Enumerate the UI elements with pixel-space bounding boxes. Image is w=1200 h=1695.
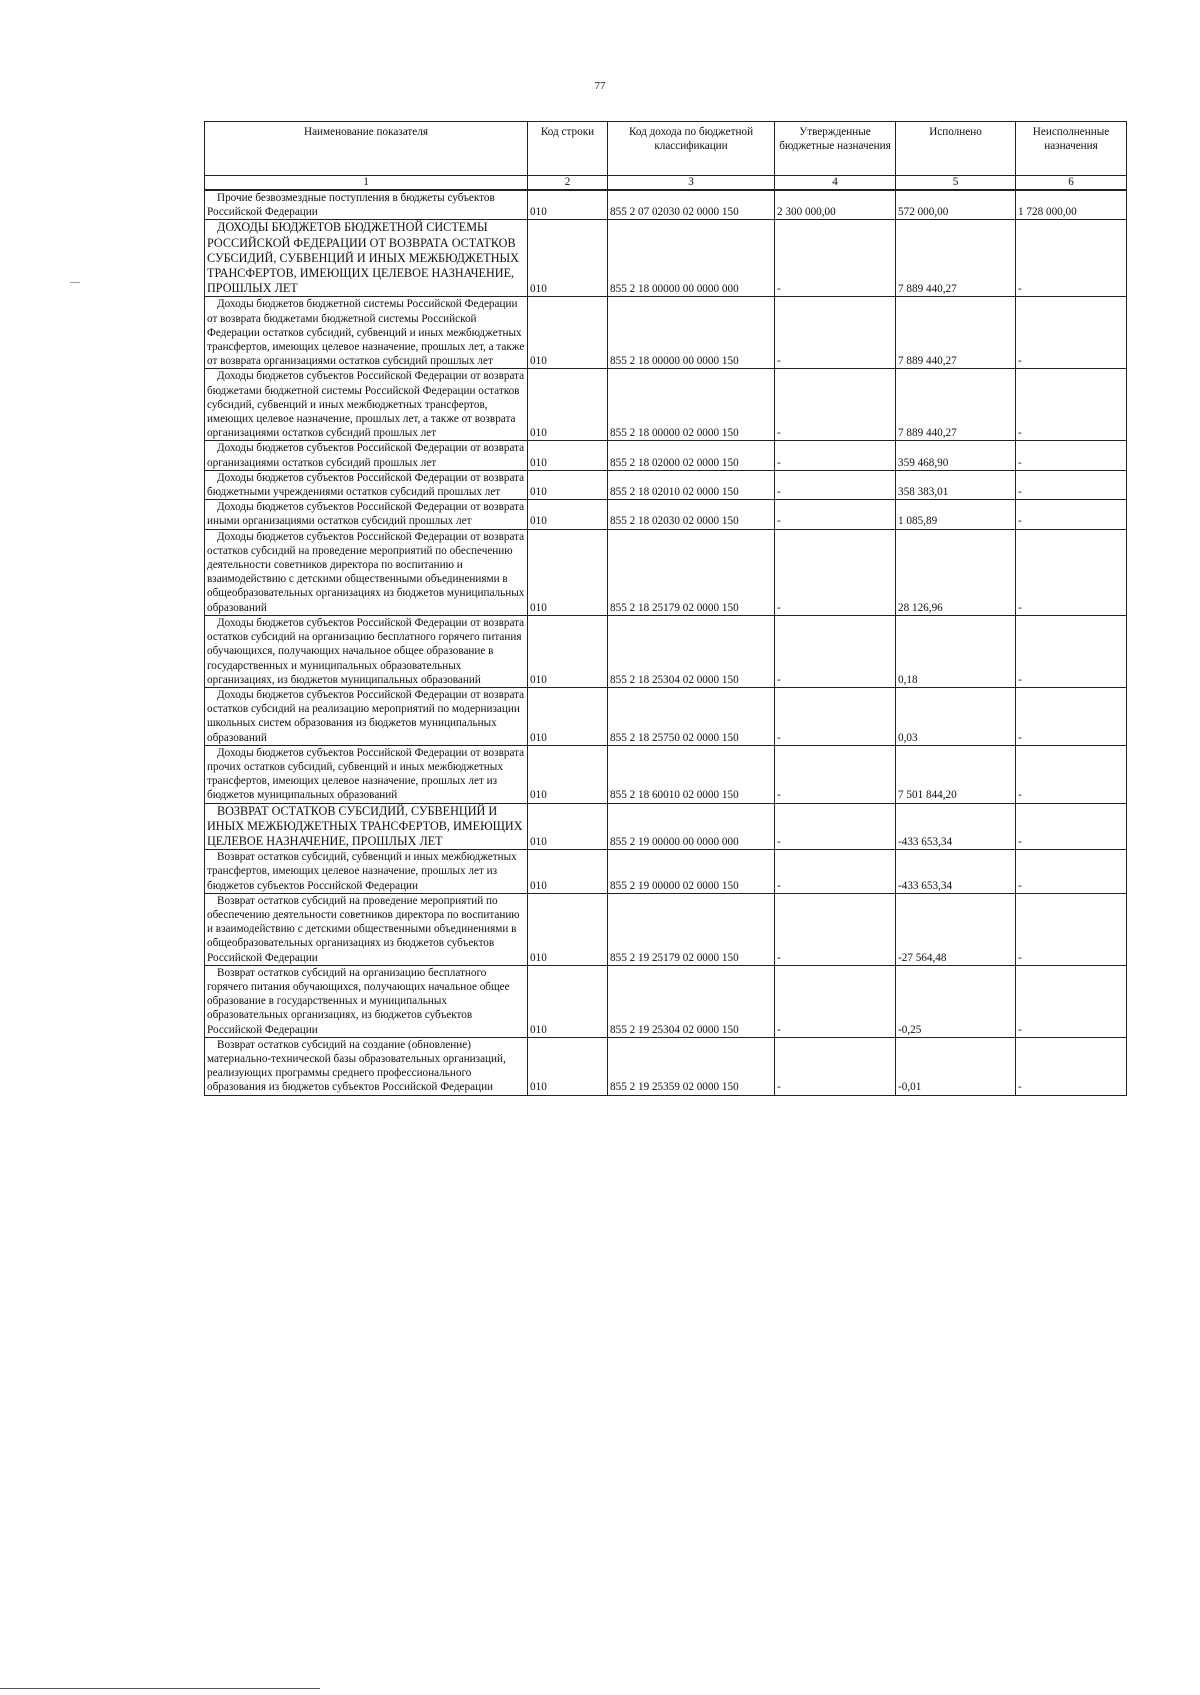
- row-approved-cell: -: [775, 369, 896, 441]
- row-income-code-cell: 855 2 19 00000 02 0000 150: [608, 850, 775, 894]
- table-row: [205, 529, 1127, 615]
- header-row: [205, 122, 1127, 176]
- table-body: [205, 190, 1127, 1095]
- row-name-cell: [205, 441, 528, 470]
- row-approved-cell: -: [775, 850, 896, 894]
- header-approved: Утвержденные бюджетные назначения: [775, 122, 896, 176]
- row-line-code-cell: 010: [528, 965, 608, 1037]
- row-approved-cell: -: [775, 965, 896, 1037]
- row-name-text: Доходы бюджетов субъектов Российской Федерации от возврата остатков субсидий на реализацию мероприятий по модернизации школьных систем образования из бюджетов муниципальных образований: [207, 688, 525, 744]
- column-number: 6: [1016, 176, 1127, 191]
- row-income-code-cell: 855 2 19 00000 00 0000 000: [608, 803, 775, 850]
- row-executed-cell: 7 889 440,27: [896, 297, 1016, 369]
- row-unexecuted-cell: -: [1016, 220, 1127, 297]
- row-unexecuted-cell: -: [1016, 687, 1127, 745]
- row-name-cell: [205, 803, 528, 850]
- row-name-cell: [205, 190, 528, 220]
- row-income-code-cell: 855 2 18 00000 00 0000 150: [608, 297, 775, 369]
- table-row: [205, 500, 1127, 529]
- row-approved-cell: -: [775, 615, 896, 687]
- row-line-code-cell: 010: [528, 470, 608, 499]
- table-row: [205, 745, 1127, 803]
- row-name-text: Доходы бюджетов субъектов Российской Федерации от возврата бюджетами бюджетной системы Российской Федерации остатков субсидий, субвенций и иных межбюджетных трансфертов, имеющих целевое назначение, прошлых лет, а также от возврата организациями остатков субсидий прошлых лет: [207, 370, 525, 440]
- row-name-cell: [205, 470, 528, 499]
- row-income-code-cell: 855 2 18 02010 02 0000 150: [608, 470, 775, 499]
- row-executed-cell: 7 889 440,27: [896, 369, 1016, 441]
- row-unexecuted-cell: -: [1016, 500, 1127, 529]
- row-income-code-cell: 855 2 19 25359 02 0000 150: [608, 1037, 775, 1095]
- row-approved-cell: -: [775, 1037, 896, 1095]
- row-line-code-cell: 010: [528, 529, 608, 615]
- row-approved-cell: -: [775, 220, 896, 297]
- row-income-code-cell: 855 2 18 02000 02 0000 150: [608, 441, 775, 470]
- row-name-cell: [205, 297, 528, 369]
- row-unexecuted-cell: -: [1016, 529, 1127, 615]
- row-name-cell: [205, 965, 528, 1037]
- row-name-cell: [205, 687, 528, 745]
- row-unexecuted-cell: -: [1016, 850, 1127, 894]
- row-line-code-cell: 010: [528, 220, 608, 297]
- budget-report-table: [204, 121, 1127, 1096]
- row-name-cell: [205, 220, 528, 297]
- row-name-text: Возврат остатков субсидий на создание (обновление) материально-технической базы образовательных организаций, реализующих программы среднего профессионального образования из бюджетов субъектов Российской Федерации: [207, 1038, 506, 1094]
- row-income-code-cell: 855 2 18 00000 02 0000 150: [608, 369, 775, 441]
- table-row: [205, 297, 1127, 369]
- row-name-text: Возврат остатков субсидий на организацию бесплатного горячего питания обучающихся, получающих начальное общее образование в государственных и муниципальных образовательных организациях, из бюджетов субъектов Российской Федерации: [207, 966, 510, 1036]
- row-executed-cell: 572 000,00: [896, 190, 1016, 220]
- row-line-code-cell: 010: [528, 369, 608, 441]
- row-unexecuted-cell: -: [1016, 470, 1127, 499]
- row-name-text: Доходы бюджетов субъектов Российской Федерации от возврата прочих остатков субсидий, субвенций и иных межбюджетных трансфертов, имеющих целевое назначение, прошлых лет из бюджетов муниципальных образований: [207, 746, 525, 802]
- row-approved-cell: -: [775, 441, 896, 470]
- row-line-code-cell: 010: [528, 803, 608, 850]
- table-row: [205, 369, 1127, 441]
- row-name-cell: [205, 850, 528, 894]
- header-line-code: Код строки: [528, 122, 608, 176]
- row-executed-cell: 358 383,01: [896, 470, 1016, 499]
- row-executed-cell: 0,18: [896, 615, 1016, 687]
- row-name-cell: [205, 615, 528, 687]
- row-approved-cell: -: [775, 803, 896, 850]
- column-number: 3: [608, 176, 775, 191]
- row-name-text: Доходы бюджетов субъектов Российской Федерации от возврата иными организациями остатков субсидий прошлых лет: [207, 501, 525, 528]
- row-approved-cell: -: [775, 470, 896, 499]
- row-name-text: Прочие безвозмездные поступления в бюджеты субъектов Российской Федерации: [207, 192, 495, 219]
- row-income-code-cell: 855 2 18 25304 02 0000 150: [608, 615, 775, 687]
- header-unexecuted: Неисполненные назначения: [1016, 122, 1127, 176]
- table-row: [205, 687, 1127, 745]
- row-approved-cell: -: [775, 529, 896, 615]
- row-unexecuted-cell: -: [1016, 1037, 1127, 1095]
- scan-mark: [70, 282, 80, 283]
- row-name-text: Доходы бюджетов бюджетной системы Российской Федерации от возврата бюджетами бюджетной системы Российской Федерации остатков субсидий, субвенций и иных межбюджетных трансфертов, имеющих целевое назначение, прошлых лет, а также от возврата организациями остатков субсидий прошлых лет: [207, 298, 525, 368]
- column-number: 5: [896, 176, 1016, 191]
- header-indicator-name: Наименование показателя: [205, 122, 528, 176]
- table-row: [205, 441, 1127, 470]
- footnote-rule: [0, 1688, 320, 1689]
- header-income-code: Код дохода по бюджетной классификации: [608, 122, 775, 176]
- row-name-text: Возврат остатков субсидий, субвенций и иных межбюджетных трансфертов, имеющих целевое назначение, прошлых лет из бюджетов субъектов Российской Федерации: [207, 851, 517, 892]
- column-number: 4: [775, 176, 896, 191]
- table-row: [205, 850, 1127, 894]
- row-line-code-cell: 010: [528, 500, 608, 529]
- row-unexecuted-cell: -: [1016, 369, 1127, 441]
- row-unexecuted-cell: -: [1016, 745, 1127, 803]
- row-line-code-cell: 010: [528, 745, 608, 803]
- row-unexecuted-cell: -: [1016, 803, 1127, 850]
- row-unexecuted-cell: -: [1016, 965, 1127, 1037]
- table-row: [205, 220, 1127, 297]
- row-approved-cell: -: [775, 745, 896, 803]
- row-income-code-cell: 855 2 19 25179 02 0000 150: [608, 893, 775, 965]
- row-line-code-cell: 010: [528, 893, 608, 965]
- row-name-cell: [205, 369, 528, 441]
- row-executed-cell: -27 564,48: [896, 893, 1016, 965]
- table-row: [205, 470, 1127, 499]
- row-line-code-cell: 010: [528, 441, 608, 470]
- row-unexecuted-cell: -: [1016, 893, 1127, 965]
- row-income-code-cell: 855 2 07 02030 02 0000 150: [608, 190, 775, 220]
- row-unexecuted-cell: 1 728 000,00: [1016, 190, 1127, 220]
- row-name-text: Доходы бюджетов субъектов Российской Федерации от возврата остатков субсидий на организацию бесплатного горячего питания обучающихся, получающих начальное общее образование в государственных и муниципальных образовательных организациях, из бюджетов муниципальных образований: [207, 616, 525, 686]
- row-name-cell: [205, 500, 528, 529]
- row-approved-cell: -: [775, 893, 896, 965]
- column-numbers-row: [205, 176, 1127, 191]
- table-row: [205, 190, 1127, 220]
- row-income-code-cell: 855 2 18 60010 02 0000 150: [608, 745, 775, 803]
- row-line-code-cell: 010: [528, 615, 608, 687]
- row-line-code-cell: 010: [528, 190, 608, 220]
- row-line-code-cell: 010: [528, 297, 608, 369]
- row-executed-cell: -0,25: [896, 965, 1016, 1037]
- table-row: [205, 615, 1127, 687]
- table-row: [205, 803, 1127, 850]
- row-name-text: ВОЗВРАТ ОСТАТКОВ СУБСИДИЙ, СУБВЕНЦИЙ И ИНЫХ МЕЖБЮДЖЕТНЫХ ТРАНСФЕРТОВ, ИМЕЮЩИХ ЦЕЛЕВОЕ НАЗНАЧЕНИЕ, ПРОШЛЫХ ЛЕТ: [207, 803, 523, 848]
- row-executed-cell: -0,01: [896, 1037, 1016, 1095]
- row-name-cell: [205, 1037, 528, 1095]
- table-row: [205, 1037, 1127, 1095]
- row-approved-cell: -: [775, 687, 896, 745]
- row-income-code-cell: 855 2 18 00000 00 0000 000: [608, 220, 775, 297]
- page-number: 77: [594, 80, 606, 92]
- row-name-text: Доходы бюджетов субъектов Российской Федерации от возврата бюджетными учреждениями остатков субсидий прошлых лет: [207, 471, 525, 499]
- row-name-cell: [205, 745, 528, 803]
- table-row: [205, 893, 1127, 965]
- row-line-code-cell: 010: [528, 687, 608, 745]
- row-name-text: Доходы бюджетов субъектов Российской Федерации от возврата организациями остатков субсидий прошлых лет: [207, 442, 525, 469]
- row-name-cell: [205, 893, 528, 965]
- row-approved-cell: -: [775, 297, 896, 369]
- row-executed-cell: 28 126,96: [896, 529, 1016, 615]
- row-unexecuted-cell: -: [1016, 441, 1127, 470]
- row-executed-cell: -433 653,34: [896, 850, 1016, 894]
- row-name-text: Доходы бюджетов субъектов Российской Федерации от возврата остатков субсидий на проведение мероприятий по обеспечению деятельности советников директора по воспитанию и взаимодействию с детскими общественными объединениями в общеобразовательных организациях из бюджетов муниципальных образований: [207, 530, 525, 614]
- row-name-text: ДОХОДЫ БЮДЖЕТОВ БЮДЖЕТНОЙ СИСТЕМЫ РОССИЙСКОЙ ФЕДЕРАЦИИ ОТ ВОЗВРАТА ОСТАТКОВ СУБСИДИЙ, СУБВЕНЦИЙ И ИНЫХ МЕЖБЮДЖЕТНЫХ ТРАНСФЕРТОВ, ИМЕЮЩИХ ЦЕЛЕВОЕ НАЗНАЧЕНИЕ, ПРОШЛЫХ ЛЕТ: [207, 220, 519, 296]
- row-unexecuted-cell: -: [1016, 297, 1127, 369]
- row-line-code-cell: 010: [528, 1037, 608, 1095]
- column-number: 2: [528, 176, 608, 191]
- header-executed: Исполнено: [896, 122, 1016, 176]
- row-executed-cell: 359 468,90: [896, 441, 1016, 470]
- row-executed-cell: 0,03: [896, 687, 1016, 745]
- row-approved-cell: -: [775, 500, 896, 529]
- table-row: [205, 965, 1127, 1037]
- row-executed-cell: 1 085,89: [896, 500, 1016, 529]
- row-income-code-cell: 855 2 18 25750 02 0000 150: [608, 687, 775, 745]
- row-line-code-cell: 010: [528, 850, 608, 894]
- column-number: 1: [205, 176, 528, 191]
- row-name-text: Возврат остатков субсидий на проведение мероприятий по обеспечению деятельности советников директора по воспитанию и взаимодействию с детскими общественными объединениями в общеобразовательных организациях из бюджетов субъектов Российской Федерации: [207, 894, 520, 964]
- row-executed-cell: 7 889 440,27: [896, 220, 1016, 297]
- row-name-cell: [205, 529, 528, 615]
- row-income-code-cell: 855 2 18 02030 02 0000 150: [608, 500, 775, 529]
- row-income-code-cell: 855 2 18 25179 02 0000 150: [608, 529, 775, 615]
- row-executed-cell: 7 501 844,20: [896, 745, 1016, 803]
- row-executed-cell: -433 653,34: [896, 803, 1016, 850]
- row-approved-cell: 2 300 000,00: [775, 190, 896, 220]
- row-income-code-cell: 855 2 19 25304 02 0000 150: [608, 965, 775, 1037]
- row-unexecuted-cell: -: [1016, 615, 1127, 687]
